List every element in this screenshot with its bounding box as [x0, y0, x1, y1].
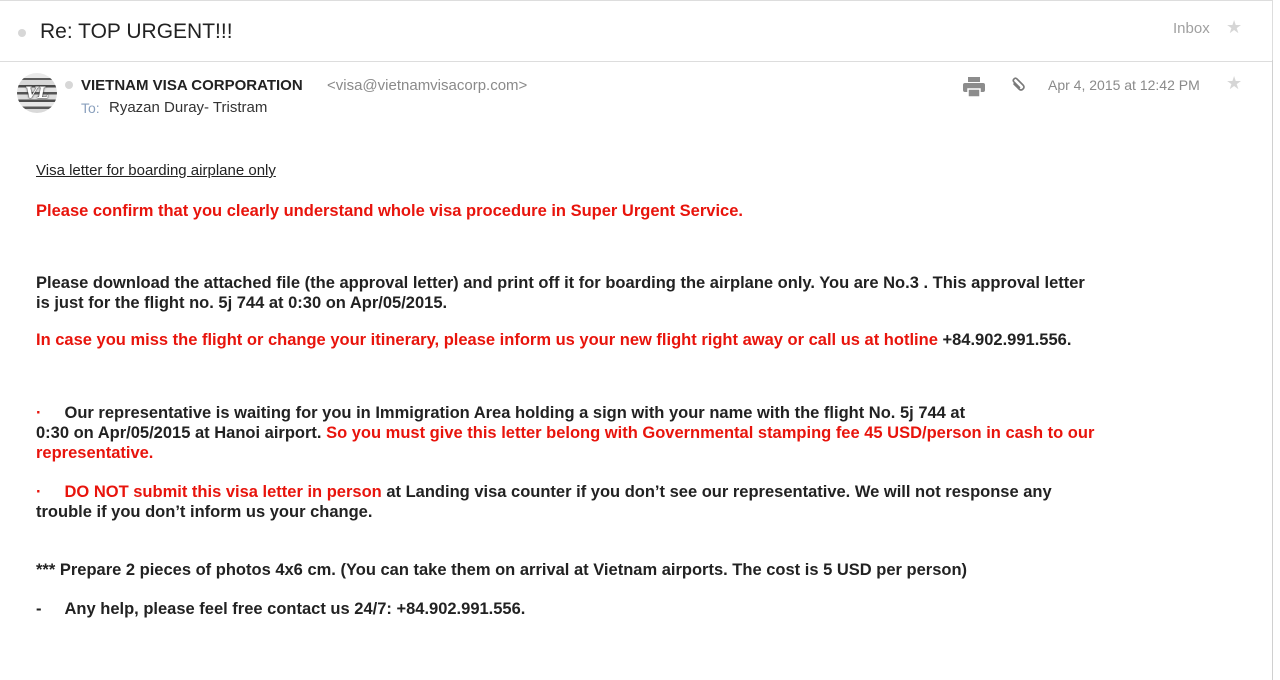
subject-bar: [0, 0, 1273, 62]
printer-icon[interactable]: [963, 77, 985, 97]
help-paragraph: [36, 599, 1236, 619]
folder-label-inbox[interactable]: Inbox: [1173, 20, 1210, 37]
unread-dot-icon[interactable]: [18, 29, 26, 37]
donot-red-text: DO NOT submit this visa letter in person: [64, 483, 382, 501]
download-line-1: Please download the attached file (the approval letter) and print off it for boarding the airplane only. You are No.3 . This approval letter: [36, 274, 1085, 292]
download-line-2: is just for the flight no. 5j 744 at 0:30 on Apr/05/2015.: [36, 294, 448, 312]
rep-line-1: [36, 403, 1236, 423]
sender-name[interactable]: VIETNAM VISA CORPORATION: [81, 77, 303, 94]
bullet: ·: [36, 483, 42, 501]
donot-black-text: at Landing visa counter if you don’t see our representative. We will not response any: [386, 483, 1052, 501]
rep-line-2-red: So you must give this letter belong with Governmental stamping fee 45 USD/person in cash to our: [326, 424, 1095, 442]
recipient-name[interactable]: Ryazan Duray- Tristram: [109, 99, 268, 116]
email-subject: Re: TOP URGENT!!!: [40, 20, 233, 43]
donot-line-2: trouble if you don’t inform us your change.: [36, 503, 373, 521]
rep-line-3: representative.: [36, 444, 154, 462]
hotline-number: +84.902.991.556.: [942, 331, 1072, 349]
rep-line-1-text: Our representative is waiting for you in Immigration Area holding a sign with your name with the flight No. 5j 744 at: [64, 404, 966, 422]
avatar-initials: VL: [25, 83, 49, 102]
confirm-paragraph: Please confirm that you clearly understand whole visa procedure in Super Urgent Service.: [36, 202, 743, 220]
body-heading: [36, 160, 1236, 181]
miss-flight-paragraph: [36, 330, 1236, 350]
donot-paragraph: [36, 482, 1236, 522]
sender-avatar: [17, 73, 57, 113]
to-label: To:: [81, 100, 100, 116]
rep-line-2: [36, 423, 1236, 443]
representative-paragraph: [36, 403, 1236, 463]
dash-bullet: -: [36, 600, 42, 618]
photos-paragraph: *** Prepare 2 pieces of photos 4x6 cm. (You can take them on arrival at Vietnam airports. The cost is 5 USD per person): [36, 561, 968, 579]
sender-email[interactable]: <visa@vietnamvisacorp.com>: [327, 77, 528, 94]
donot-line-1: [36, 482, 1236, 502]
bullet: ·: [36, 404, 42, 422]
message-date: Apr 4, 2015 at 12:42 PM: [1048, 77, 1200, 93]
miss-flight-text: In case you miss the flight or change your itinerary, please inform us your new flight right away or call us at hotline: [36, 331, 938, 349]
star-icon[interactable]: ★: [1226, 73, 1243, 93]
help-text: Any help, please feel free contact us 24/7: +84.902.991.556.: [64, 600, 526, 618]
rep-line-2-black: 0:30 on Apr/05/2015 at Hanoi airport.: [36, 424, 322, 442]
download-paragraph: [36, 273, 1236, 313]
heading-text: Visa letter for boarding airplane only: [36, 162, 276, 179]
star-icon[interactable]: ★: [1226, 17, 1243, 37]
unread-dot-icon[interactable]: [65, 81, 73, 89]
pane-divider: [1272, 60, 1273, 680]
paperclip-icon[interactable]: [1010, 77, 1026, 93]
